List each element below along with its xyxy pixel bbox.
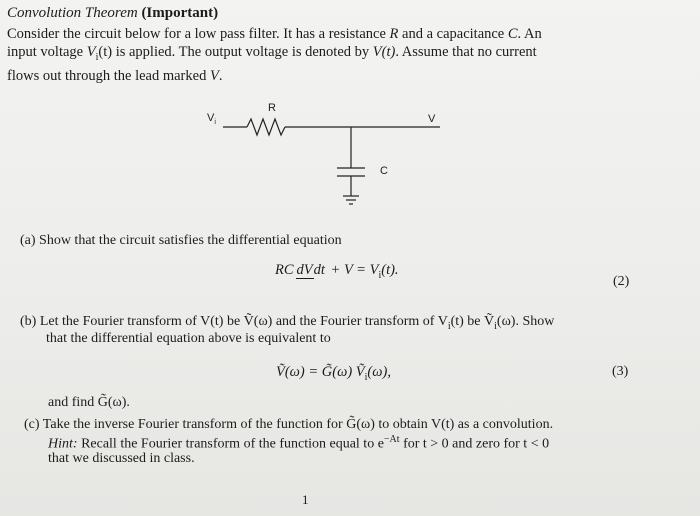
part-a-equation: RC dVdt + $V = V_i(t)$. [275,262,399,281]
intro-paragraph [7,25,647,85]
title-italic: Convolution Theorem [7,5,138,21]
resistor-label: R [268,102,276,114]
problem-title [7,5,218,22]
input-voltage-label: $V_i$ [207,112,216,127]
circuit-drawing [195,98,455,223]
capacitor-label: C [380,165,388,177]
equation-number-3: (3) [612,364,629,379]
intro-line-3: flows out through the lead marked V. [7,67,223,84]
part-c-line-2: Hint: Recall the Fourier transform of the function equal to $e^{-At}$ for t > 0 and zero for t < 0 [48,434,550,452]
circuit-diagram [195,98,455,223]
output-voltage-label: V [428,113,436,125]
part-b-equation: Ṽ(ω) = G̃(ω) Ṽ$_i$(ω), [276,364,391,383]
part-b-line-2: that the differential equation above is equivalent to [46,331,331,346]
part-c-line-3: that we discussed in class. [48,451,195,466]
part-c-line-1: (c) Take the inverse Fourier transform of the function for G̃(ω) to obtain V(t) as a convolution. [24,417,554,432]
part-a-text: (a) Show that the circuit satisfies the differential equation [20,233,342,248]
resistor-symbol [247,119,285,135]
intro-line-2: input voltage $V_i(t)$ is applied. The output voltage is denoted by V(t). Assume that no current [7,44,537,63]
page-number: 1 [302,492,309,507]
derivative-fraction: dVdt [296,262,325,279]
part-b-find: and find G̃(ω). [48,395,130,410]
part-b-line-1: (b) Let the Fourier transform of V(t) be Ṽ(ω) and the Fourier transform of $V_i(t)$ be Ṽ$_i$(ω). Show [20,314,555,332]
equation-number-2: (2) [613,274,630,289]
title-bold: (Important) [141,5,219,21]
intro-line-1: Consider the circuit below for a low pass filter. It has a resistance R and a capacitance C. An [7,26,542,42]
